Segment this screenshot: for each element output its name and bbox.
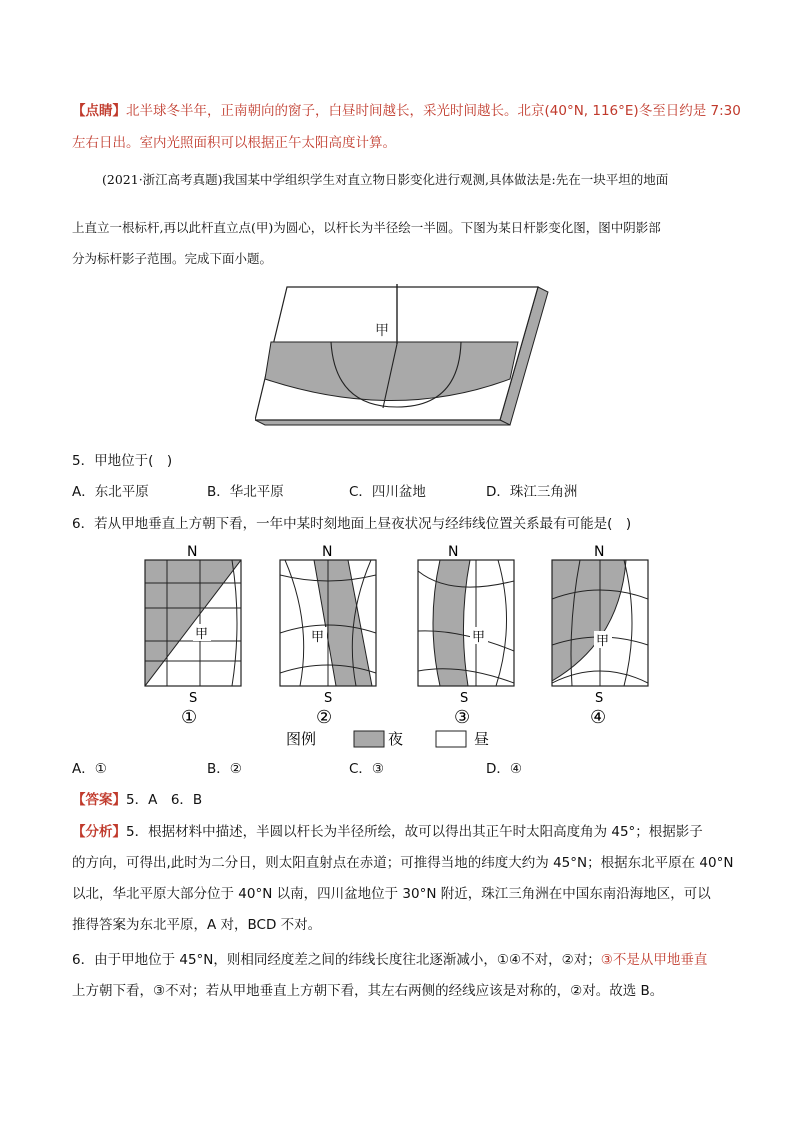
- panel-3-north: N: [448, 544, 459, 560]
- answer-tag: 【答案】: [72, 792, 126, 808]
- intro-line-2: 上直立一根标杆,再以此杆直立点(甲)为圆心，以杆长为半径绘一半圆。下图为某日杆影变化图，图中阴影部: [72, 220, 661, 235]
- legend-day-label: 昼: [474, 730, 490, 748]
- q5-option-c: C．四川盆地: [349, 484, 426, 500]
- q6-stem: 6．若从甲地垂直上方朝下看，一年中某时刻地面上昼夜状况与经纬线位置关系最有可能是( ): [72, 516, 632, 532]
- panel-4-north: N: [594, 544, 605, 560]
- analysis-q6-line-1: [72, 950, 707, 970]
- intro-line-3: 分为标杆影子范围。完成下面小题。: [72, 251, 273, 266]
- q6-option-a: A．①: [72, 761, 107, 777]
- analysis-line-1: [72, 822, 703, 842]
- legend-title: 图例: [286, 730, 317, 748]
- figure-legend: [286, 730, 489, 748]
- q5-option-a: A．东北平原: [72, 484, 149, 500]
- tip-line-1: [72, 101, 741, 121]
- answer-line: [72, 790, 202, 810]
- panel-3-south: S: [460, 691, 469, 706]
- panel-2-south: S: [324, 691, 333, 706]
- panel-3-number: ③: [454, 707, 471, 728]
- q5-stem: 5．甲地位于( ): [72, 453, 173, 469]
- q6-option-b: B．②: [207, 761, 242, 777]
- board-side-bottom: [255, 420, 510, 425]
- q5-option-d: D．珠江三角洲: [486, 484, 578, 500]
- panel-2: [280, 544, 376, 728]
- analysis-line-4: 推得答案为东北平原，A 对，BCD 不对。: [72, 917, 322, 933]
- q6-option-c: C．③: [349, 761, 385, 777]
- panel-2-north: N: [322, 544, 333, 560]
- analysis-tag: 【分析】: [72, 824, 126, 840]
- analysis-q6-text-red: ③不是从甲地垂直: [600, 952, 708, 968]
- analysis-q6-text-black: 6．由于甲地位于 45°N，则相同经度差之间的纬线长度往北逐渐减小，①④不对，②对；: [72, 952, 601, 968]
- shadow-board-figure: [255, 282, 551, 440]
- q6-option-d: D．④: [486, 761, 522, 777]
- panel-1-north: N: [187, 544, 198, 560]
- analysis-line-2: 的方向，可得出,此时为二分日，则太阳直射点在赤道；可推得当地的纬度大约为 45°N；根据东北平原在 40°N: [72, 855, 734, 871]
- day-night-figure: [140, 541, 660, 753]
- panel-1-jia: 甲: [195, 627, 209, 642]
- tip-text-1: 北半球冬半年，正南朝向的窗子，白昼时间越长，采光时间越长。北京(40°N, 116°E)冬至日约是 7:30: [126, 103, 741, 119]
- panel-4-number: ④: [590, 707, 607, 728]
- answer-text: 5．A 6．B: [126, 792, 203, 808]
- analysis-line-3: 以北，华北平原大部分位于 40°N 以南，四川盆地位于 30°N 附近，珠江三角洲在中国东南沿海地区，可以: [72, 886, 711, 902]
- tip-text-2: 左右日出。室内光照面积可以根据正午太阳高度计算。: [72, 135, 396, 151]
- panel-4-south: S: [595, 691, 604, 706]
- point-jia-label: 甲: [375, 323, 389, 339]
- intro-line-1: (2021·浙江高考真题)我国某中学组织学生对直立物日影变化进行观测,具体做法是:先在一块平坦的地面: [102, 172, 669, 187]
- panel-4-night: [552, 560, 626, 681]
- legend-night-swatch: [354, 731, 384, 747]
- panel-3: [418, 544, 514, 728]
- panel-1-south: S: [189, 691, 198, 706]
- legend-night-label: 夜: [388, 730, 404, 748]
- panel-1: [145, 544, 241, 728]
- panel-4-jia: 甲: [596, 634, 610, 649]
- q5-option-b: B．华北平原: [207, 484, 284, 500]
- analysis-q6-line-2: 上方朝下看，③不对；若从甲地垂直上方朝下看，其左右两侧的经线应该是对称的，②对。故选 B。: [72, 983, 664, 999]
- panel-2-number: ②: [316, 707, 333, 728]
- panel-3-jia: 甲: [472, 630, 486, 645]
- tip-tag: 【点睛】: [72, 103, 126, 119]
- analysis-text-1: 5．根据材料中描述，半圆以杆长为半径所绘，故可以得出其正午时太阳高度角为 45°；根据影子: [126, 824, 703, 840]
- panel-1-number: ①: [181, 707, 198, 728]
- panel-2-jia: 甲: [311, 630, 325, 645]
- panel-3-night: [418, 560, 470, 686]
- legend-day-swatch: [436, 731, 466, 747]
- panel-4: [552, 544, 648, 728]
